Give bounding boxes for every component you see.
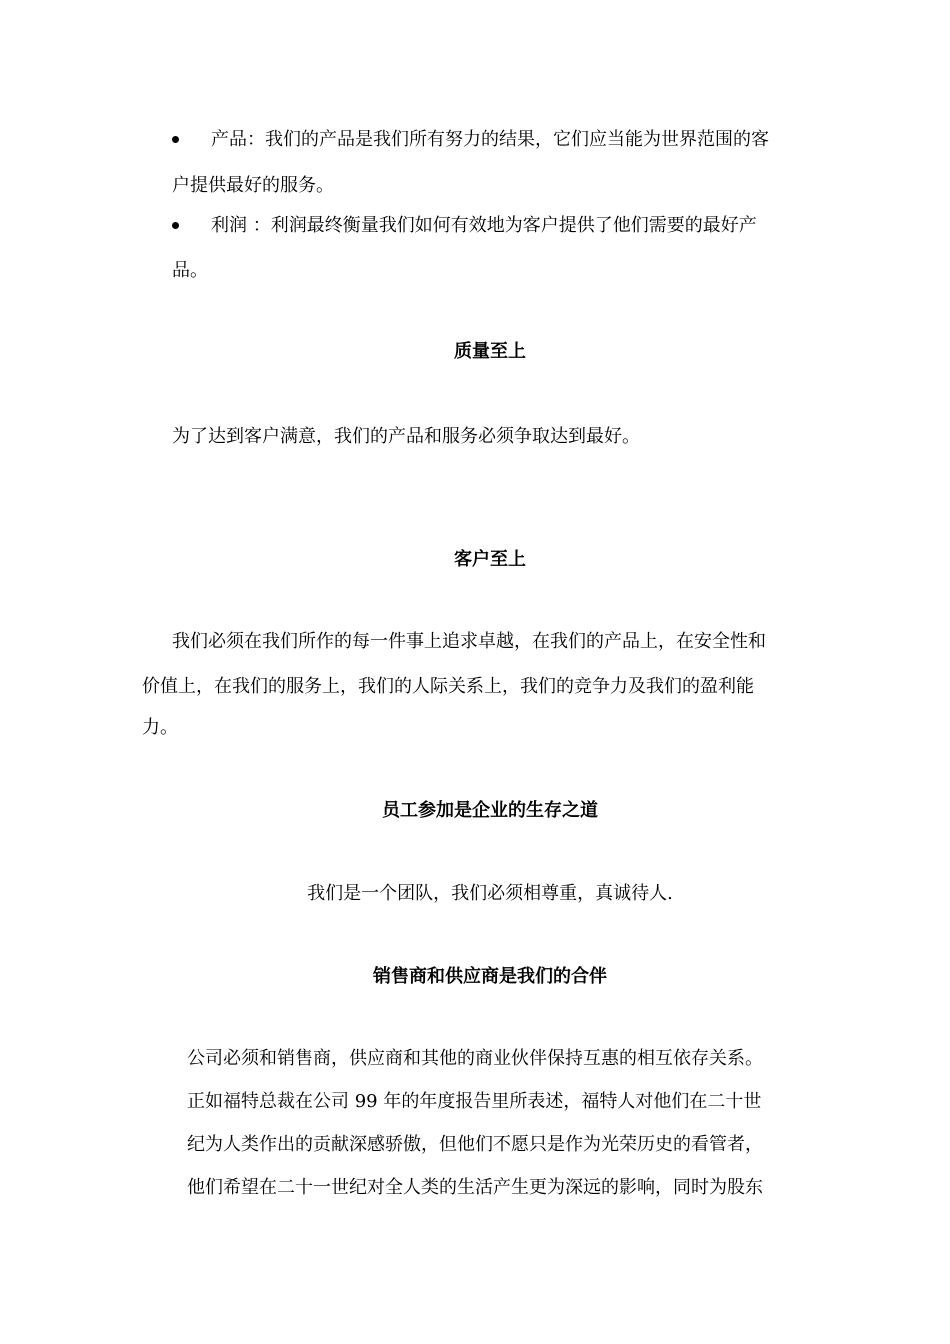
bullet-product-line-1: 产品：我们的产品是我们所有努力的结果，它们应当能为世界范围的客 — [211, 129, 769, 150]
heading-employees: 员工参加是企业的生存之道 — [382, 800, 598, 821]
partners-text-line-3: 纪为人类作出的贡献深感骄傲，但他们不愿只是作为光荣历史的看管者， — [187, 1134, 763, 1155]
customer-text-line-2: 价值上，在我们的服务上，我们的人际关系上，我们的竞争力及我们的盈利能 — [142, 676, 754, 697]
quality-text: 为了达到客户满意，我们的产品和服务必须争取达到最好。 — [172, 426, 640, 447]
bullet-profit-line-2: 品。 — [172, 260, 208, 281]
partners-text-line-1: 公司必须和销售商，供应商和其他的商业伙伴保持互惠的相互依存关系。 — [187, 1048, 763, 1069]
partners-text-line-2: 正如福特总裁在公司 99 年的年度报告里所表述，福特人对他们在二十世 — [187, 1091, 762, 1112]
heading-customer: 客户至上 — [454, 549, 526, 570]
customer-text-line-1: 我们必须在我们所作的每一件事上追求卓越，在我们的产品上，在安全性和 — [172, 631, 766, 652]
bullet-profit-line-1: 利润 ：利润最终衡量我们如何有效地为客户提供了他们需要的最好产 — [211, 215, 757, 236]
heading-partners: 销售商和供应商是我们的合伴 — [373, 966, 607, 987]
bullet-dot-icon — [172, 136, 179, 143]
customer-text-line-3: 力。 — [142, 717, 178, 738]
heading-quality: 质量至上 — [454, 341, 526, 362]
partners-text-line-4: 他们希望在二十一世纪对全人类的生活产生更为深远的影响，同时为股东 — [187, 1177, 763, 1198]
bullet-product-line-2: 户提供最好的服务。 — [172, 175, 334, 196]
employees-text: 我们是一个团队，我们必须相尊重，真诚待人. — [307, 883, 673, 904]
bullet-dot-icon — [172, 222, 179, 229]
